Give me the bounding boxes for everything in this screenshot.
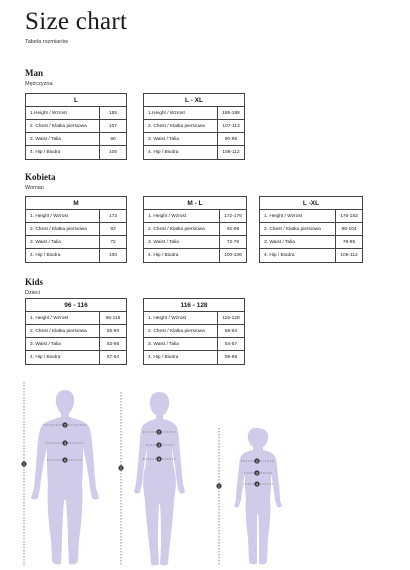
measure-label: 4. Hip / Biodra [144, 146, 218, 159]
measure-label: 3. Waist / Talia [26, 338, 100, 350]
size-table-men-l [25, 93, 127, 160]
marker-3-icon [254, 470, 259, 475]
table-row [26, 120, 126, 133]
table-row [26, 107, 126, 120]
size-header: L [26, 94, 126, 107]
table-row [144, 223, 246, 236]
measure-value: 106-112 [340, 253, 358, 258]
measure-label: 2. Chest / Klatka piersiowa [260, 223, 336, 235]
table-row [144, 338, 244, 351]
woman-silhouette [134, 392, 185, 566]
measure-value: 55-60 [106, 328, 120, 334]
measure-label: 3. Waist / Talia [144, 133, 218, 145]
measure-label: 2. Chest / Klatka piersiowa [144, 120, 218, 132]
measure-value: 116-128 [222, 315, 240, 321]
table-row [144, 312, 244, 325]
size-table-men-l-xl [143, 93, 245, 160]
measure-label: 3. Waist / Talia [260, 236, 336, 248]
measure-value: 92 [110, 226, 116, 232]
measure-value: 106 [108, 150, 117, 155]
measure-label: 4. Hip / Biodra [260, 249, 336, 262]
size-header: M [26, 197, 126, 210]
table-row [26, 146, 126, 159]
measure-value: 90-96 [224, 136, 238, 142]
man-figure [21, 382, 99, 566]
marker-4-icon [62, 457, 67, 462]
measure-label: 1. Height / Wzrost [260, 210, 336, 222]
table-row [260, 249, 362, 262]
kids-section-title: Kids [25, 277, 44, 287]
measure-value: 98-104 [341, 226, 357, 232]
measure-value: 90 [110, 136, 116, 142]
woman-figure [118, 392, 185, 566]
size-header: 96 - 116 [26, 299, 126, 312]
marker-1-icon [21, 461, 26, 466]
svg-text:1: 1 [218, 484, 220, 489]
size-header: 116 - 128 [144, 299, 244, 312]
table-row [26, 312, 126, 325]
table-row [144, 210, 246, 223]
table-row [144, 351, 244, 364]
measure-label: 4. Hip / Biodra [26, 249, 100, 262]
table-row [26, 236, 126, 249]
marker-2-icon [156, 429, 161, 434]
measure-label: 3. Waist / Talia [26, 236, 100, 248]
measure-value: 96-116 [105, 315, 121, 321]
size-table-kids-116-128 [143, 298, 245, 365]
measure-value: 107 [108, 123, 117, 129]
measure-label: 2. Chest / Klatka piersiowa [26, 120, 100, 132]
women-section-subtitle: Woman [25, 185, 44, 191]
svg-text:4: 4 [158, 457, 160, 462]
svg-text:3: 3 [256, 471, 258, 476]
table-row [144, 120, 244, 133]
marker-1-icon [216, 483, 221, 488]
table-row [26, 249, 126, 262]
size-header: M - L [144, 197, 246, 210]
size-table-kids-96-116 [25, 298, 127, 365]
measure-value: 72-78 [226, 239, 240, 245]
child-silhouette [234, 428, 282, 564]
marker-1-icon [118, 465, 123, 470]
measure-label: 1. Height / Wzrost [26, 210, 100, 222]
measure-label: 2. Chest / Klatka piersiowa [26, 325, 100, 337]
table-row [144, 236, 246, 249]
measure-label: 2. Chest / Klatka piersiowa [144, 223, 220, 235]
table-row [26, 223, 126, 236]
measure-label: 1. Height / Wzrost [26, 312, 100, 324]
marker-4-icon [156, 456, 161, 461]
svg-text:2: 2 [256, 459, 258, 464]
measure-value: 52-56 [106, 341, 120, 347]
page-title: Size chart [25, 8, 128, 35]
measure-label: 4. Hip / Biodra [144, 249, 220, 262]
measure-value: 92-98 [226, 226, 240, 232]
svg-text:2: 2 [64, 423, 66, 428]
measure-value: 100 [108, 253, 117, 258]
measure-value: 176-182 [340, 213, 358, 219]
marker-2-icon [254, 458, 259, 463]
measurement-figures [0, 370, 410, 570]
svg-text:1: 1 [120, 466, 122, 471]
measure-value: 172 [108, 213, 117, 219]
svg-text:4: 4 [256, 482, 258, 487]
child-figure [216, 428, 282, 566]
man-silhouette [31, 390, 99, 564]
table-row [26, 210, 126, 223]
measure-value: 100-106 [224, 253, 242, 258]
measure-label: 2. Chest / Klatka piersiowa [144, 325, 218, 337]
svg-text:4: 4 [64, 458, 66, 463]
measure-label: 3. Waist / Talia [26, 133, 100, 145]
measure-label: 1. Height / Wzrost [144, 312, 218, 324]
measure-label: 1.Height / Wzrost [26, 107, 100, 119]
table-row [260, 236, 362, 249]
table-row [144, 325, 244, 338]
table-row [144, 107, 244, 120]
svg-text:2: 2 [158, 430, 160, 435]
marker-4-icon [254, 481, 259, 486]
svg-text:3: 3 [64, 441, 66, 446]
marker-3-icon [156, 442, 161, 447]
measure-label: 3. Waist / Talia [144, 338, 218, 350]
measure-value: 106-112 [222, 150, 240, 155]
size-header: L -XL [260, 197, 362, 210]
measure-value: 185 [108, 110, 117, 116]
kids-section-subtitle: Dzieci [25, 290, 40, 296]
measure-label: 4. Hip / Biodra [26, 146, 100, 159]
table-row [144, 133, 244, 146]
table-row [260, 210, 362, 223]
measure-value: 107-113 [222, 123, 240, 129]
marker-2-icon [62, 422, 67, 427]
measure-value: 58-64 [224, 328, 238, 334]
table-row [26, 325, 126, 338]
page-subtitle: Tabela rozmiarów [25, 39, 69, 45]
measure-label: 4. Hip / Biodra [26, 351, 100, 364]
measure-label: 2. Chest / Klatka piersiowa [26, 223, 100, 235]
table-row [26, 338, 126, 351]
table-row [144, 249, 246, 262]
measure-value: 59-68 [224, 355, 238, 360]
measure-value: 72 [110, 239, 116, 245]
size-table-women-m [25, 196, 127, 263]
measure-label: 1.Height / Wzrost [144, 107, 218, 119]
size-header: L - XL [144, 94, 244, 107]
measure-label: 3. Waist / Talia [144, 236, 220, 248]
measure-value: 54-57 [224, 341, 238, 347]
svg-text:3: 3 [158, 443, 160, 448]
women-section-title: Kobieta [25, 172, 56, 182]
marker-3-icon [62, 440, 67, 445]
svg-text:1: 1 [23, 462, 25, 467]
measure-value: 185-188 [222, 110, 240, 116]
table-row [26, 133, 126, 146]
measure-label: 1. Height / Wzrost [144, 210, 220, 222]
measure-value: 172-176 [224, 213, 242, 219]
size-table-women-l-xl [259, 196, 363, 263]
men-section-title: Man [25, 68, 43, 78]
measure-value: 78-85 [342, 239, 356, 245]
measure-value: 57-64 [106, 355, 120, 360]
size-table-women-m-l [143, 196, 247, 263]
measure-label: 4. Hip / Biodra [144, 351, 218, 364]
table-row [260, 223, 362, 236]
table-row [26, 351, 126, 364]
table-row [144, 146, 244, 159]
men-section-subtitle: Mężczyzna [25, 81, 53, 87]
